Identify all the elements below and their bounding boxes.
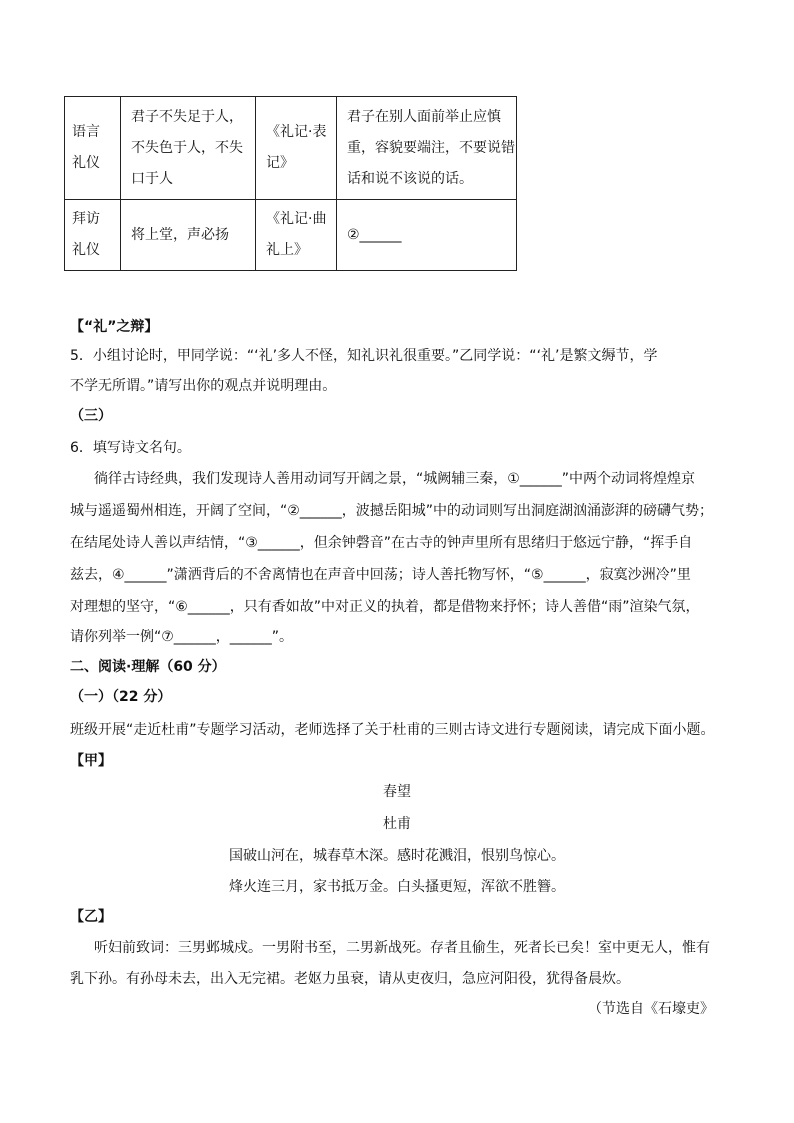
question-6-line: 请你列举一例“⑦______，______”。	[70, 629, 294, 645]
source-note: （节选自《石壕吏》	[588, 1001, 714, 1017]
question-5-line: 5．小组讨论时，甲同学说：“‘礼’多人不怪，知礼识礼很重要。”乙同学说：“‘礼’是繁文缛节，学	[70, 348, 658, 364]
poem-line: 国破山河在，城春草木深。感时花溅泪，恨别鸟惊心。	[229, 848, 565, 864]
text-cell: 君子不失足于人， 不失色于人，不失 口于人	[121, 97, 256, 200]
part-heading: （一）（22 分）	[70, 689, 172, 705]
excerpt-line: 乳下孙。有孙母未去，出入无完裙。老妪力虽衰，请从吏夜归，急应河阳役，犹得备晨炊。	[70, 971, 630, 987]
question-6-line: 兹去，④______”潇洒背后的不舍离情也在声音中回荡；诗人善托物写怀，“⑤______，寂寞沙洲冷”里	[70, 567, 691, 583]
source-cell: 《礼记·曲 礼上》	[256, 200, 337, 271]
table-row	[65, 200, 517, 271]
part-heading: （三）	[70, 408, 112, 424]
reading-intro: 班级开展“走近杜甫”专题学习活动，老师选择了关于杜甫的三则古诗文进行专题阅读，请完成下面小题。	[70, 722, 715, 738]
excerpt-line: 听妇前致词：三男邺城戍。一男附书至，二男新战死。存者且偷生，死者长已矣！室中更无人，惟有	[94, 940, 710, 956]
question-6-title: 6．填写诗文名句。	[70, 440, 191, 456]
question-6-line: 对理想的坚守，“⑥______，只有香如故”中对正义的执着，都是借物来抒怀；诗人善借“雨”渲染气氛，	[70, 599, 700, 615]
poem-line: 烽火连三月，家书抵万金。白头搔更短，浑欲不胜簪。	[229, 879, 565, 895]
table-row	[65, 97, 517, 200]
category-cell: 拜访 礼仪	[65, 200, 121, 271]
text-label-yi: 【乙】	[70, 909, 112, 925]
question-5-line: 不学无所谓。”请写出你的观点并说明理由。	[70, 378, 337, 394]
etiquette-table	[64, 96, 517, 271]
question-6-line: 城与遥遥蜀州相连，开阔了空间，“②______，波撼岳阳城”中的动词则写出洞庭湖汹涌澎湃的磅礴气势；	[70, 503, 714, 519]
text-cell: 将上堂，声必扬	[121, 200, 256, 271]
text-label-jia: 【甲】	[70, 753, 112, 769]
source-cell: 《礼记·表 记》	[256, 97, 337, 200]
section-heading-li: 【“礼”之辩】	[70, 319, 159, 335]
section-heading-reading: 二、阅读·理解（60 分）	[70, 659, 226, 675]
question-6-line: 徜徉古诗经典，我们发现诗人善用动词写开阔之景，“城阙辅三秦，①______”中两个动词将煌煌京	[94, 471, 696, 487]
question-6-line: 在结尾处诗人善以声结情，“③______，但余钟磬音”在古寺的钟声里所有思绪归于悠远宁静，“挥手自	[70, 535, 693, 551]
poem-author: 杜甫	[383, 816, 411, 832]
category-cell: 语言 礼仪	[65, 97, 121, 200]
poem-title: 春望	[383, 784, 411, 800]
meaning-cell: 君子在别人面前举止应慎 重，容貌要端注，不要说错 话和说不该说的话。	[337, 97, 517, 200]
meaning-blank-cell[interactable]: ②______	[337, 200, 517, 271]
